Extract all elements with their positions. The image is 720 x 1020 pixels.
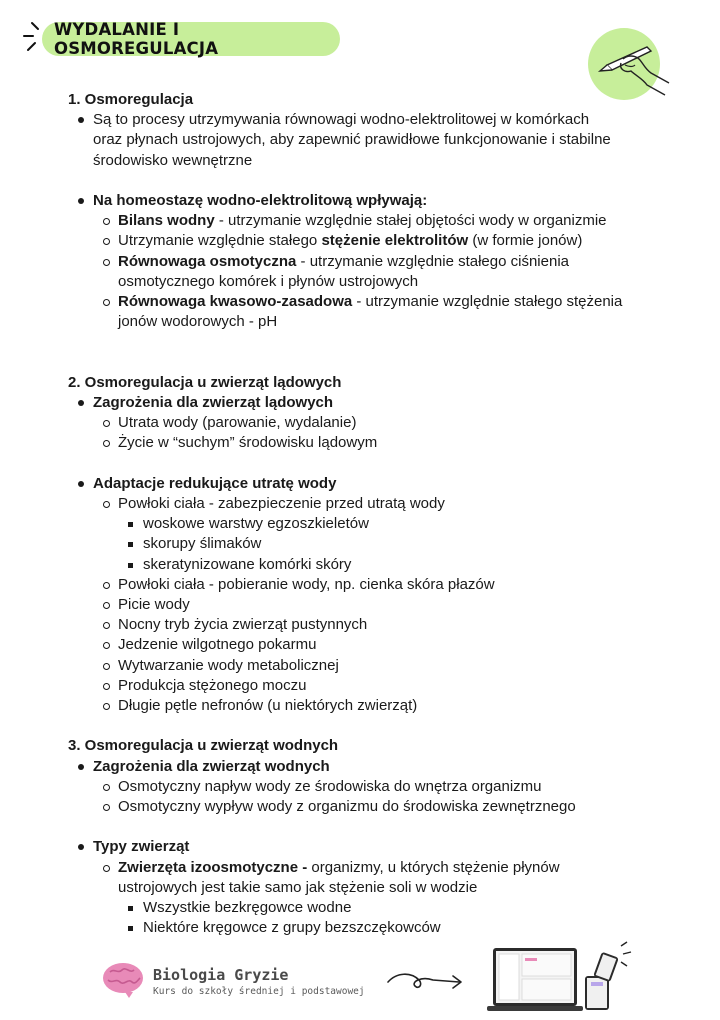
circle-bullet-icon bbox=[103, 865, 110, 872]
circle-bullet-icon bbox=[103, 642, 110, 649]
list-item-continuation: ustrojowych jest takie samo jak stężenie soli w wodzie bbox=[118, 878, 478, 896]
list-item: Niektóre kręgowce z grupy bezszczękowców bbox=[68, 918, 688, 938]
list-item: Zagrożenia dla zwierząt wodnych bbox=[68, 757, 688, 777]
list-item: Osmotyczny wypływ wody z organizmu do środowiska zewnętrznego bbox=[68, 797, 688, 817]
square-bullet-icon bbox=[128, 563, 133, 568]
list-item: Są to procesy utrzymywania równowagi wodno-elektrolitowej w komórkach bbox=[68, 110, 688, 130]
devices-mockup-icon bbox=[485, 940, 635, 1018]
list-item: Długie pętle nefronów (u niektórych zwierząt) bbox=[68, 696, 688, 716]
square-bullet-icon bbox=[128, 926, 133, 931]
list-item: Zagrożenia dla zwierząt lądowych bbox=[68, 393, 688, 413]
bullet-icon bbox=[78, 198, 84, 204]
list-item: Równowaga kwasowo-zasadowa - utrzymanie względnie stałego stężenia bbox=[68, 292, 688, 312]
brand-tagline: Kurs do szkoły średniej i podstawowej bbox=[153, 986, 365, 997]
circle-bullet-icon bbox=[103, 238, 110, 245]
list-item: Jedzenie wilgotnego pokarmu bbox=[68, 635, 688, 655]
list-item: Bilans wodny - utrzymanie względnie stałej objętości wody w organizmie bbox=[68, 211, 688, 231]
list-item: Wytwarzanie wody metabolicznej bbox=[68, 656, 688, 676]
circle-bullet-icon bbox=[103, 501, 110, 508]
list-item: Produkcja stężonego moczu bbox=[68, 676, 688, 696]
list-item: Utrata wody (parowanie, wydalanie) bbox=[68, 413, 688, 433]
bullet-icon bbox=[78, 400, 84, 406]
square-bullet-icon bbox=[128, 906, 133, 911]
notes-content bbox=[68, 90, 688, 938]
circle-bullet-icon bbox=[103, 703, 110, 710]
circle-bullet-icon bbox=[103, 683, 110, 690]
circle-bullet-icon bbox=[103, 440, 110, 447]
list-item-continuation: jonów wodorowych - pH bbox=[118, 313, 278, 331]
list-item: Na homeostazę wodno-elektrolitową wpływają: bbox=[68, 191, 688, 211]
list-item: skeratynizowane komórki skóry bbox=[68, 555, 688, 575]
list-item: Powłoki ciała - zabezpieczenie przed utratą wody bbox=[68, 494, 688, 514]
circle-bullet-icon bbox=[103, 582, 110, 589]
brand-name: Biologia Gryzie bbox=[153, 966, 289, 984]
section-3-heading: 3. Osmoregulacja u zwierząt wodnych bbox=[68, 737, 339, 755]
list-item: Picie wody bbox=[68, 595, 688, 615]
page-title: WYDALANIE I OSMOREGULACJA bbox=[42, 22, 340, 56]
section-2-heading: 2. Osmoregulacja u zwierząt lądowych bbox=[68, 373, 342, 391]
bullet-icon bbox=[78, 481, 84, 487]
circle-bullet-icon bbox=[103, 218, 110, 225]
list-item-continuation: środowisko wewnętrzne bbox=[93, 151, 253, 169]
circle-bullet-icon bbox=[103, 602, 110, 609]
circle-bullet-icon bbox=[103, 784, 110, 791]
list-item: Powłoki ciała - pobieranie wody, np. cienka skóra płazów bbox=[68, 575, 688, 595]
circle-bullet-icon bbox=[103, 804, 110, 811]
list-item: Wszystkie bezkręgowce wodne bbox=[68, 898, 688, 918]
curved-arrow-icon bbox=[385, 968, 465, 996]
circle-bullet-icon bbox=[103, 663, 110, 670]
bullet-icon bbox=[78, 117, 84, 123]
list-item: woskowe warstwy egzoszkieletów bbox=[68, 514, 688, 534]
section-1-heading: 1. Osmoregulacja bbox=[68, 91, 194, 108]
list-item: Nocny tryb życia zwierząt pustynnych bbox=[68, 615, 688, 635]
bullet-icon bbox=[78, 844, 84, 850]
list-item: Utrzymanie względnie stałego stężenie elektrolitów (w formie jonów) bbox=[68, 231, 688, 251]
circle-bullet-icon bbox=[103, 622, 110, 629]
square-bullet-icon bbox=[128, 542, 133, 547]
list-item: Zwierzęta izoosmotyczne - organizmy, u których stężenie płynów bbox=[68, 858, 688, 878]
hand-writing-icon bbox=[585, 25, 675, 100]
square-bullet-icon bbox=[128, 522, 133, 527]
list-item: Osmotyczny napływ wody ze środowiska do wnętrza organizmu bbox=[68, 777, 688, 797]
circle-bullet-icon bbox=[103, 259, 110, 266]
brain-logo-icon bbox=[100, 960, 146, 1000]
circle-bullet-icon bbox=[103, 299, 110, 306]
list-item: skorupy ślimaków bbox=[68, 534, 688, 554]
circle-bullet-icon bbox=[103, 420, 110, 427]
bullet-icon bbox=[78, 764, 84, 770]
list-item-continuation: osmotycznego komórek i płynów ustrojowych bbox=[118, 272, 419, 290]
list-item: Równowaga osmotyczna - utrzymanie względnie stałego ciśnienia bbox=[68, 252, 688, 272]
list-item: Adaptacje redukujące utratę wody bbox=[68, 474, 688, 494]
list-item: Życie w “suchym” środowisku lądowym bbox=[68, 433, 688, 453]
list-item-continuation: oraz płynach ustrojowych, aby zapewnić prawidłowe funkcjonowanie i stabilne bbox=[93, 131, 611, 149]
list-item: Typy zwierząt bbox=[68, 837, 688, 857]
